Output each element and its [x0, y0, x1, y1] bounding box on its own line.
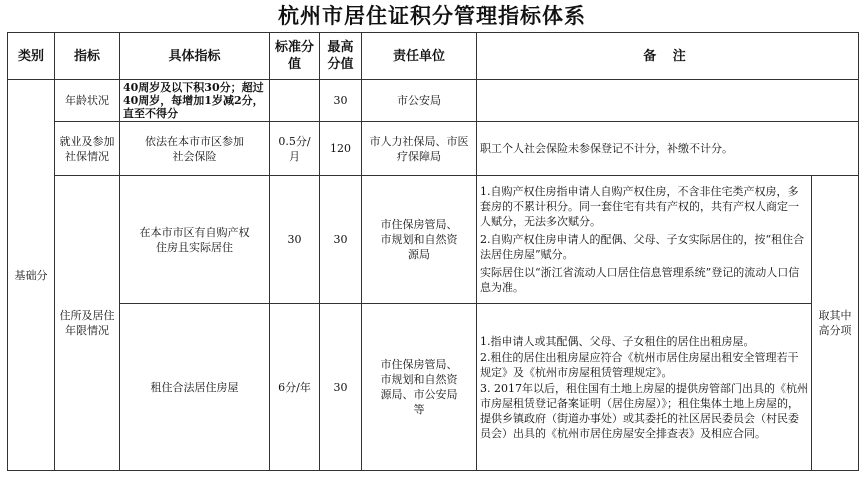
insurance-standard: 0.5分/月 [270, 122, 320, 176]
header-specific: 具体指标 [120, 33, 270, 80]
own-house-standard: 30 [270, 176, 320, 304]
extra-note: 取其中高分项 [812, 176, 859, 471]
rent-house-remark-3: 3. 2017年以后，租住国有土地上房屋的提供房管部门出具的《杭州市房屋租赁登记备案证明（居住房屋）》；租住集体土地上房屋的，提供乡镇政府（街道办事处）或其委托的社区居民委员会（村民委员会）出具的《杭州市居住房屋安全排查表》及相应合同。 [480, 381, 808, 440]
rent-house-remark-2: 2.租住的居住出租房屋应符合《杭州市居住房屋出租安全管理若干规定》及《杭州市房屋租赁管理规定》。 [480, 350, 799, 379]
header-category: 类别 [8, 33, 55, 80]
insurance-unit: 市人力社保局、市医疗保障局 [362, 122, 477, 176]
age-remark [477, 80, 859, 122]
category-cell: 基础分 [8, 80, 55, 471]
age-standard [270, 80, 320, 122]
header-max: 最高分值 [320, 33, 362, 80]
header-indicator: 指标 [55, 33, 120, 80]
rent-house-specific: 租住合法居住房屋 [120, 304, 270, 471]
table-row-insurance [8, 122, 859, 176]
age-unit: 市公安局 [362, 80, 477, 122]
indicator-table [7, 32, 859, 471]
age-max: 30 [320, 80, 362, 122]
own-house-remark [477, 176, 812, 304]
header-standard: 标准分值 [270, 33, 320, 80]
insurance-remark: 职工个人社会保险未参保登记不计分，补缴不计分。 [477, 122, 859, 176]
residence-indicator: 住所及居住年限情况 [55, 176, 120, 471]
own-house-remark-3: 实际居住以“浙江省流动人口居住信息管理系统”登记的流动人口信息为准。 [480, 266, 800, 294]
header-row [8, 33, 859, 80]
own-house-remark-1: 1.自购产权住房指申请人自购产权住房，不含非住宅类产权房，多套房的不累计积分。同一套住宅有共有产权的，共有产权人商定一人赋分，无法多次赋分。 [480, 185, 799, 228]
own-house-specific: 在本市市区有自购产权住房且实际居住 [120, 176, 270, 304]
header-remark: 备 注 [477, 33, 859, 80]
rent-house-standard: 6分/年 [270, 304, 320, 471]
insurance-max: 120 [320, 122, 362, 176]
table-row-rent-house [8, 304, 859, 471]
own-house-remark-2: 2.自购产权住房申请人的配偶、父母、子女实际居住的，按“租住合法居住房屋”赋分。 [480, 233, 805, 261]
rent-house-remark [477, 304, 812, 471]
insurance-indicator: 就业及参加社保情况 [55, 122, 120, 176]
insurance-specific: 依法在本市市区参加社会保险 [120, 122, 270, 176]
age-indicator: 年龄状况 [55, 80, 120, 122]
rent-house-remark-1: 1.指申请人或其配偶、父母、子女租住的居住出租房屋。 [480, 334, 755, 348]
own-house-max: 30 [320, 176, 362, 304]
header-unit: 责任单位 [362, 33, 477, 80]
page-title: 杭州市居住证积分管理指标体系 [278, 4, 586, 28]
table-row-own-house [8, 176, 859, 304]
age-specific: 40周岁及以下积30分；超过40周岁，每增加1岁减2分，直至不得分 [120, 80, 270, 122]
rent-house-unit: 市住保房管局、市规划和自然资源局、市公安局等 [362, 304, 477, 471]
own-house-unit: 市住保房管局、市规划和自然资源局 [362, 176, 477, 304]
table-row-age [8, 80, 859, 122]
rent-house-max: 30 [320, 304, 362, 471]
